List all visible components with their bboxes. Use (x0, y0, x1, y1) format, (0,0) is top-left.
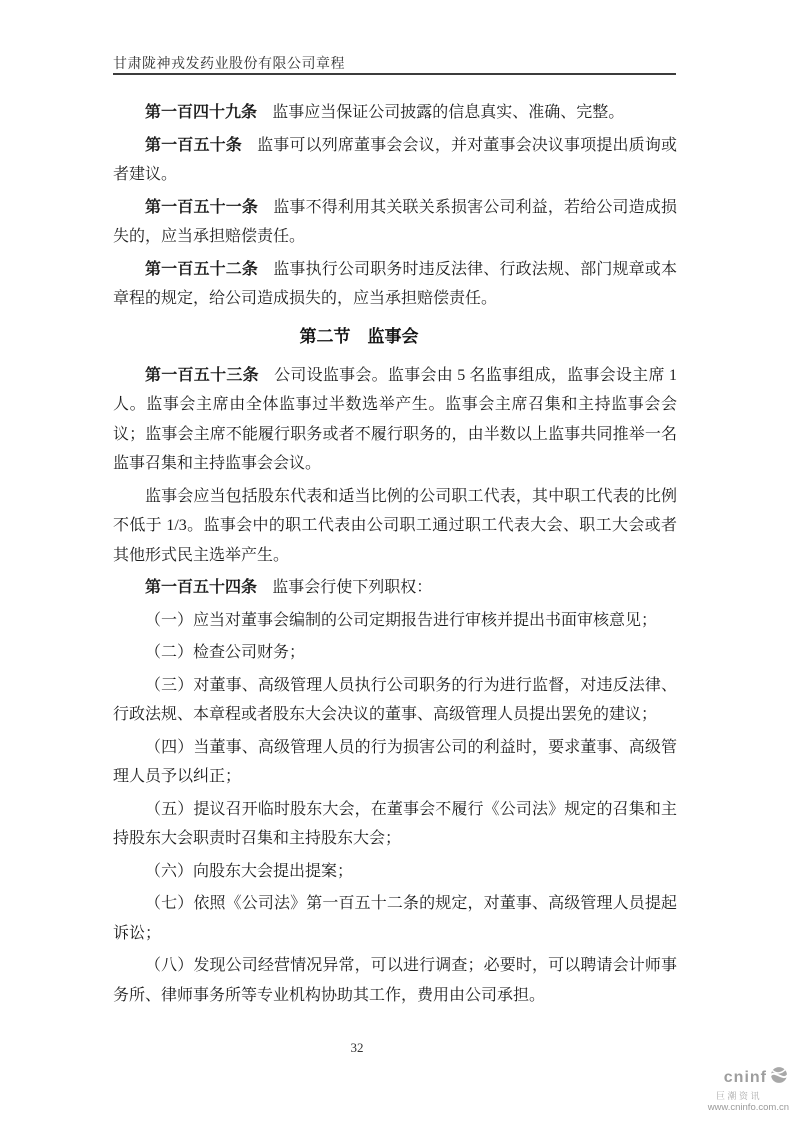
article-text: 监事执行公司职务时违反法律、行政法规、部门规章或本章程的规定，给公司造成损失的，应当承担赔偿责任。 (113, 260, 677, 307)
article-154 (113, 573, 677, 603)
article-text: 监事可以列席董事会会议，并对董事会决议事项提出质询或者建议。 (113, 136, 677, 183)
article-text: （五）提议召开临时股东大会，在董事会不履行《公司法》规定的召集和主持股东大会职责时召集和主持股东大会； (113, 800, 677, 847)
article-text: 监事不得利用其关联关系损害公司利益，若给公司造成损失的，应当承担赔偿责任。 (113, 198, 677, 245)
article-text: 公司设监事会。监事会由 5 名监事组成，监事会设主席 1 人。监事会主席由全体监事过半数选举产生。监事会主席召集和主持监事会会议；监事会主席不能履行职务或者不履行职务的，由半数以上监事共同推举一名监事召集和主持监事会会议。 (113, 366, 677, 472)
article-151 (113, 193, 677, 252)
cninfo-name-cn: 巨潮资讯 (715, 1091, 762, 1101)
article-number: 第一百五十二条 (145, 260, 259, 278)
header-title: 甘肃陇神戎发药业股份有限公司章程 (113, 57, 345, 72)
article-153 (113, 361, 677, 479)
cninfo-swirl-icon (769, 1065, 789, 1090)
article-text: （七）依照《公司法》第一百五十二条的规定，对董事、高级管理人员提起诉讼； (113, 895, 677, 942)
document-body (113, 98, 677, 1013)
article-number: 第一百五十一条 (145, 198, 259, 216)
article-number: 第一百五十三条 (145, 366, 259, 384)
article-153-continued (113, 482, 677, 571)
header-divider (113, 73, 676, 75)
article-text: （三）对董事、高级管理人员执行公司职务的行为进行监督，对违反法律、行政法规、本章程或者股东大会决议的董事、高级管理人员提出罢免的建议； (113, 676, 677, 723)
article-number: 第一百五十条 (145, 136, 242, 154)
article-text: 监事应当保证公司披露的信息真实、准确、完整。 (272, 104, 625, 121)
section-heading: 第二节 监事会 (299, 326, 419, 346)
list-item-4 (113, 733, 677, 792)
page-number: 32 (350, 1040, 364, 1055)
article-text: （一）应当对董事会编制的公司定期报告进行审核并提出书面审核意见； (145, 611, 658, 629)
cninfo-brand-row (691, 1065, 789, 1090)
article-150 (113, 131, 677, 190)
article-text: （六）向股东大会提出提案； (145, 862, 354, 880)
cninfo-url: www.cninfo.com.cn (707, 1102, 789, 1113)
article-text: 监事会行使下列职权： (272, 579, 433, 596)
article-text: （八）发现公司经营情况异常，可以进行调查；必要时，可以聘请会计师事务所、律师事务所等专业机构协助其工作，费用由公司承担。 (113, 957, 677, 1004)
list-item-5 (113, 795, 677, 854)
list-item-8 (113, 951, 677, 1010)
list-item-6 (113, 857, 677, 887)
article-number: 第一百五十四条 (145, 579, 258, 596)
list-item-2 (113, 638, 677, 668)
cninfo-logo (691, 1065, 789, 1113)
list-item-3 (113, 671, 677, 730)
article-149 (113, 98, 677, 128)
article-text: （二）检查公司财务； (145, 644, 306, 661)
article-text: 监事会应当包括股东代表和适当比例的公司职工代表，其中职工代表的比例不低于 1/3。监事会中的职工代表由公司职工通过职工代表大会、职工大会或者其他形式民主选举产生。 (113, 487, 677, 564)
list-item-1 (113, 606, 677, 636)
article-152 (113, 255, 677, 314)
article-number: 第一百四十九条 (145, 104, 258, 121)
list-item-7 (113, 889, 677, 948)
article-text: （四）当董事、高级管理人员的行为损害公司的利益时，要求董事、高级管理人员予以纠正； (113, 738, 677, 785)
cninfo-brand-text: cninf (723, 1068, 767, 1086)
